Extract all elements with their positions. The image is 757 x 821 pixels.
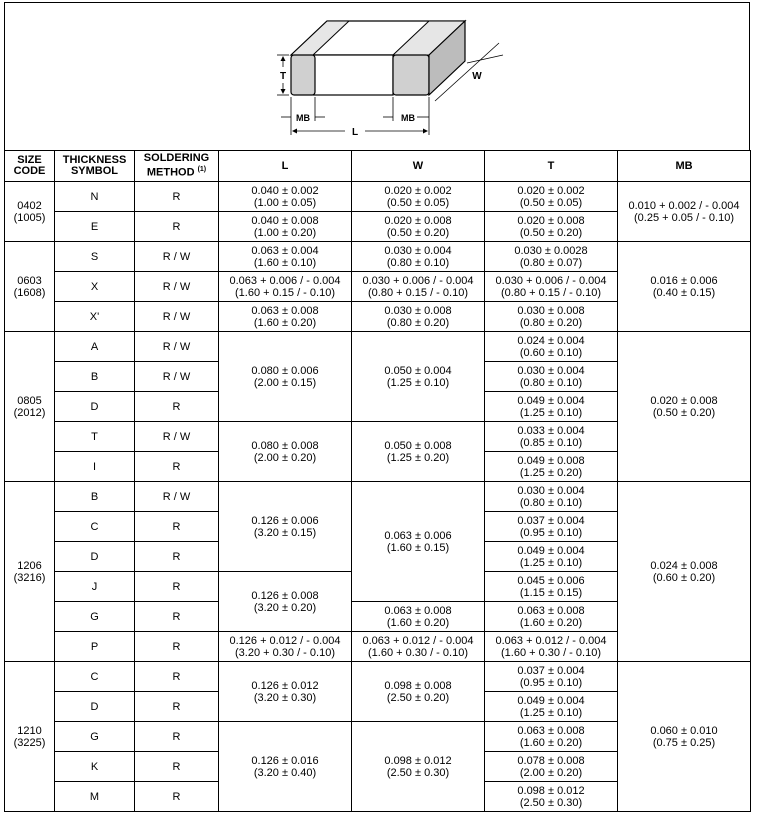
header-t: T [485,151,618,182]
soldering-cell: R [135,182,219,212]
t-cell: 0.063 + 0.012 / - 0.004 (1.60 + 0.30 / - 0.10) [485,632,618,662]
symbol-cell: A [55,332,135,362]
t-cell: 0.020 ± 0.002 (0.50 ± 0.05) [485,182,618,212]
w-cell: 0.030 + 0.006 / - 0.004 (0.80 + 0.15 / - 0.10) [352,272,485,302]
table-row [5,662,751,692]
symbol-cell: X' [55,302,135,332]
t-cell: 0.049 ± 0.008 (1.25 ± 0.20) [485,452,618,482]
soldering-cell: R / W [135,362,219,392]
symbol-cell: C [55,512,135,542]
label-t: T [279,71,287,82]
t-cell: 0.033 ± 0.004 (0.85 ± 0.10) [485,422,618,452]
soldering-cell: R [135,692,219,722]
page [4,2,750,812]
table-row [5,182,751,212]
w-cell: 0.063 ± 0.008 (1.60 ± 0.20) [352,602,485,632]
symbol-cell: K [55,752,135,782]
w-cell: 0.098 ± 0.012 (2.50 ± 0.30) [352,722,485,812]
symbol-cell: N [55,182,135,212]
l-cell: 0.126 + 0.012 / - 0.004 (3.20 + 0.30 / - 0.10) [219,632,352,662]
t-cell: 0.049 ± 0.004 (1.25 ± 0.10) [485,692,618,722]
t-cell: 0.037 ± 0.004 (0.95 ± 0.10) [485,512,618,542]
w-cell: 0.030 ± 0.008 (0.80 ± 0.20) [352,302,485,332]
soldering-cell: R [135,722,219,752]
l-cell: 0.126 ± 0.008 (3.20 ± 0.20) [219,572,352,632]
w-cell: 0.050 ± 0.004 (1.25 ± 0.10) [352,332,485,422]
t-cell: 0.030 ± 0.004 (0.80 ± 0.10) [485,362,618,392]
w-cell: 0.098 ± 0.008 (2.50 ± 0.20) [352,662,485,722]
soldering-cell: R [135,602,219,632]
l-cell: 0.063 ± 0.008 (1.60 ± 0.20) [219,302,352,332]
soldering-cell: R [135,392,219,422]
table-row [5,332,751,362]
symbol-cell: P [55,632,135,662]
w-cell: 0.030 ± 0.004 (0.80 ± 0.10) [352,242,485,272]
soldering-cell: R [135,452,219,482]
size-code-cell: 0402 (1005) [5,182,55,242]
t-cell: 0.030 ± 0.0028 (0.80 ± 0.07) [485,242,618,272]
l-cell: 0.040 ± 0.008 (1.00 ± 0.20) [219,212,352,242]
symbol-cell: D [55,392,135,422]
header-thickness-symbol: THICKNESS SYMBOL [55,151,135,182]
t-cell: 0.030 ± 0.004 (0.80 ± 0.10) [485,482,618,512]
soldering-cell: R / W [135,302,219,332]
t-cell: 0.030 ± 0.008 (0.80 ± 0.20) [485,302,618,332]
symbol-cell: S [55,242,135,272]
w-cell: 0.063 + 0.012 / - 0.004 (1.60 + 0.30 / - 0.10) [352,632,485,662]
t-cell: 0.045 ± 0.006 (1.15 ± 0.15) [485,572,618,602]
header-soldering-method: SOLDERING METHOD $^{(1)}$ [135,151,219,182]
t-cell: 0.049 ± 0.004 (1.25 ± 0.10) [485,392,618,422]
symbol-cell: T [55,422,135,452]
size-code-cell: 1210 (3225) [5,662,55,812]
l-cell: 0.040 ± 0.002 (1.00 ± 0.05) [219,182,352,212]
header-l: L [219,151,352,182]
header-w: W [352,151,485,182]
soldering-cell: R [135,632,219,662]
header-mb: MB [618,151,751,182]
symbol-cell: J [55,572,135,602]
symbol-cell: X [55,272,135,302]
symbol-cell: G [55,722,135,752]
l-cell: 0.126 ± 0.016 (3.20 ± 0.40) [219,722,352,812]
l-cell: 0.063 ± 0.004 (1.60 ± 0.10) [219,242,352,272]
t-cell: 0.078 ± 0.008 (2.00 ± 0.20) [485,752,618,782]
mb-cell: 0.060 ± 0.010 (0.75 ± 0.25) [618,662,751,812]
symbol-cell: E [55,212,135,242]
symbol-cell: B [55,482,135,512]
size-code-cell: 0603 (1608) [5,242,55,332]
header-size-code: SIZE CODE [5,151,55,182]
soldering-cell: R / W [135,242,219,272]
mb-cell: 0.020 ± 0.008 (0.50 ± 0.20) [618,332,751,482]
table-row [5,482,751,512]
l-cell: 0.126 ± 0.012 (3.20 ± 0.30) [219,662,352,722]
t-cell: 0.020 ± 0.008 (0.50 ± 0.20) [485,212,618,242]
mb-cell: 0.010 + 0.002 / - 0.004 (0.25 + 0.05 / - 0.10) [618,182,751,242]
t-cell: 0.063 ± 0.008 (1.60 ± 0.20) [485,722,618,752]
w-cell: 0.050 ± 0.008 (1.25 ± 0.20) [352,422,485,482]
soldering-cell: R / W [135,332,219,362]
symbol-cell: C [55,662,135,692]
t-cell: 0.049 ± 0.004 (1.25 ± 0.10) [485,542,618,572]
size-code-cell: 0805 (2012) [5,332,55,482]
t-cell: 0.098 ± 0.012 (2.50 ± 0.30) [485,782,618,812]
l-cell: 0.063 + 0.006 / - 0.004 (1.60 + 0.15 / - 0.10) [219,272,352,302]
l-cell: 0.080 ± 0.006 (2.00 ± 0.15) [219,332,352,422]
t-cell: 0.030 + 0.006 / - 0.004 (0.80 + 0.15 / - 0.10) [485,272,618,302]
chip-drawing [5,3,749,150]
w-cell: 0.020 ± 0.008 (0.50 ± 0.20) [352,212,485,242]
soldering-cell: R [135,662,219,692]
size-code-cell: 1206 (3216) [5,482,55,662]
dimensions-table [4,150,751,812]
symbol-cell: D [55,542,135,572]
capacitor-diagram [4,2,750,150]
label-mb-left: MB [296,113,310,123]
label-l: L [351,127,359,138]
soldering-cell: R [135,752,219,782]
w-cell: 0.020 ± 0.002 (0.50 ± 0.05) [352,182,485,212]
l-cell: 0.126 ± 0.006 (3.20 ± 0.15) [219,482,352,572]
soldering-cell: R [135,542,219,572]
l-cell: 0.080 ± 0.008 (2.00 ± 0.20) [219,422,352,482]
w-cell: 0.063 ± 0.006 (1.60 ± 0.15) [352,482,485,602]
soldering-cell: R [135,212,219,242]
soldering-cell: R / W [135,482,219,512]
mb-cell: 0.024 ± 0.008 (0.60 ± 0.20) [618,482,751,662]
table-row [5,242,751,272]
t-cell: 0.024 ± 0.004 (0.60 ± 0.10) [485,332,618,362]
soldering-cell: R [135,782,219,812]
mb-cell: 0.016 ± 0.006 (0.40 ± 0.15) [618,242,751,332]
soldering-cell: R / W [135,272,219,302]
t-cell: 0.037 ± 0.004 (0.95 ± 0.10) [485,662,618,692]
symbol-cell: D [55,692,135,722]
t-cell: 0.063 ± 0.008 (1.60 ± 0.20) [485,602,618,632]
symbol-cell: I [55,452,135,482]
soldering-cell: R [135,572,219,602]
symbol-cell: B [55,362,135,392]
symbol-cell: G [55,602,135,632]
label-mb-right: MB [401,113,415,123]
soldering-cell: R / W [135,422,219,452]
soldering-cell: R [135,512,219,542]
label-w: W [472,71,482,82]
symbol-cell: M [55,782,135,812]
